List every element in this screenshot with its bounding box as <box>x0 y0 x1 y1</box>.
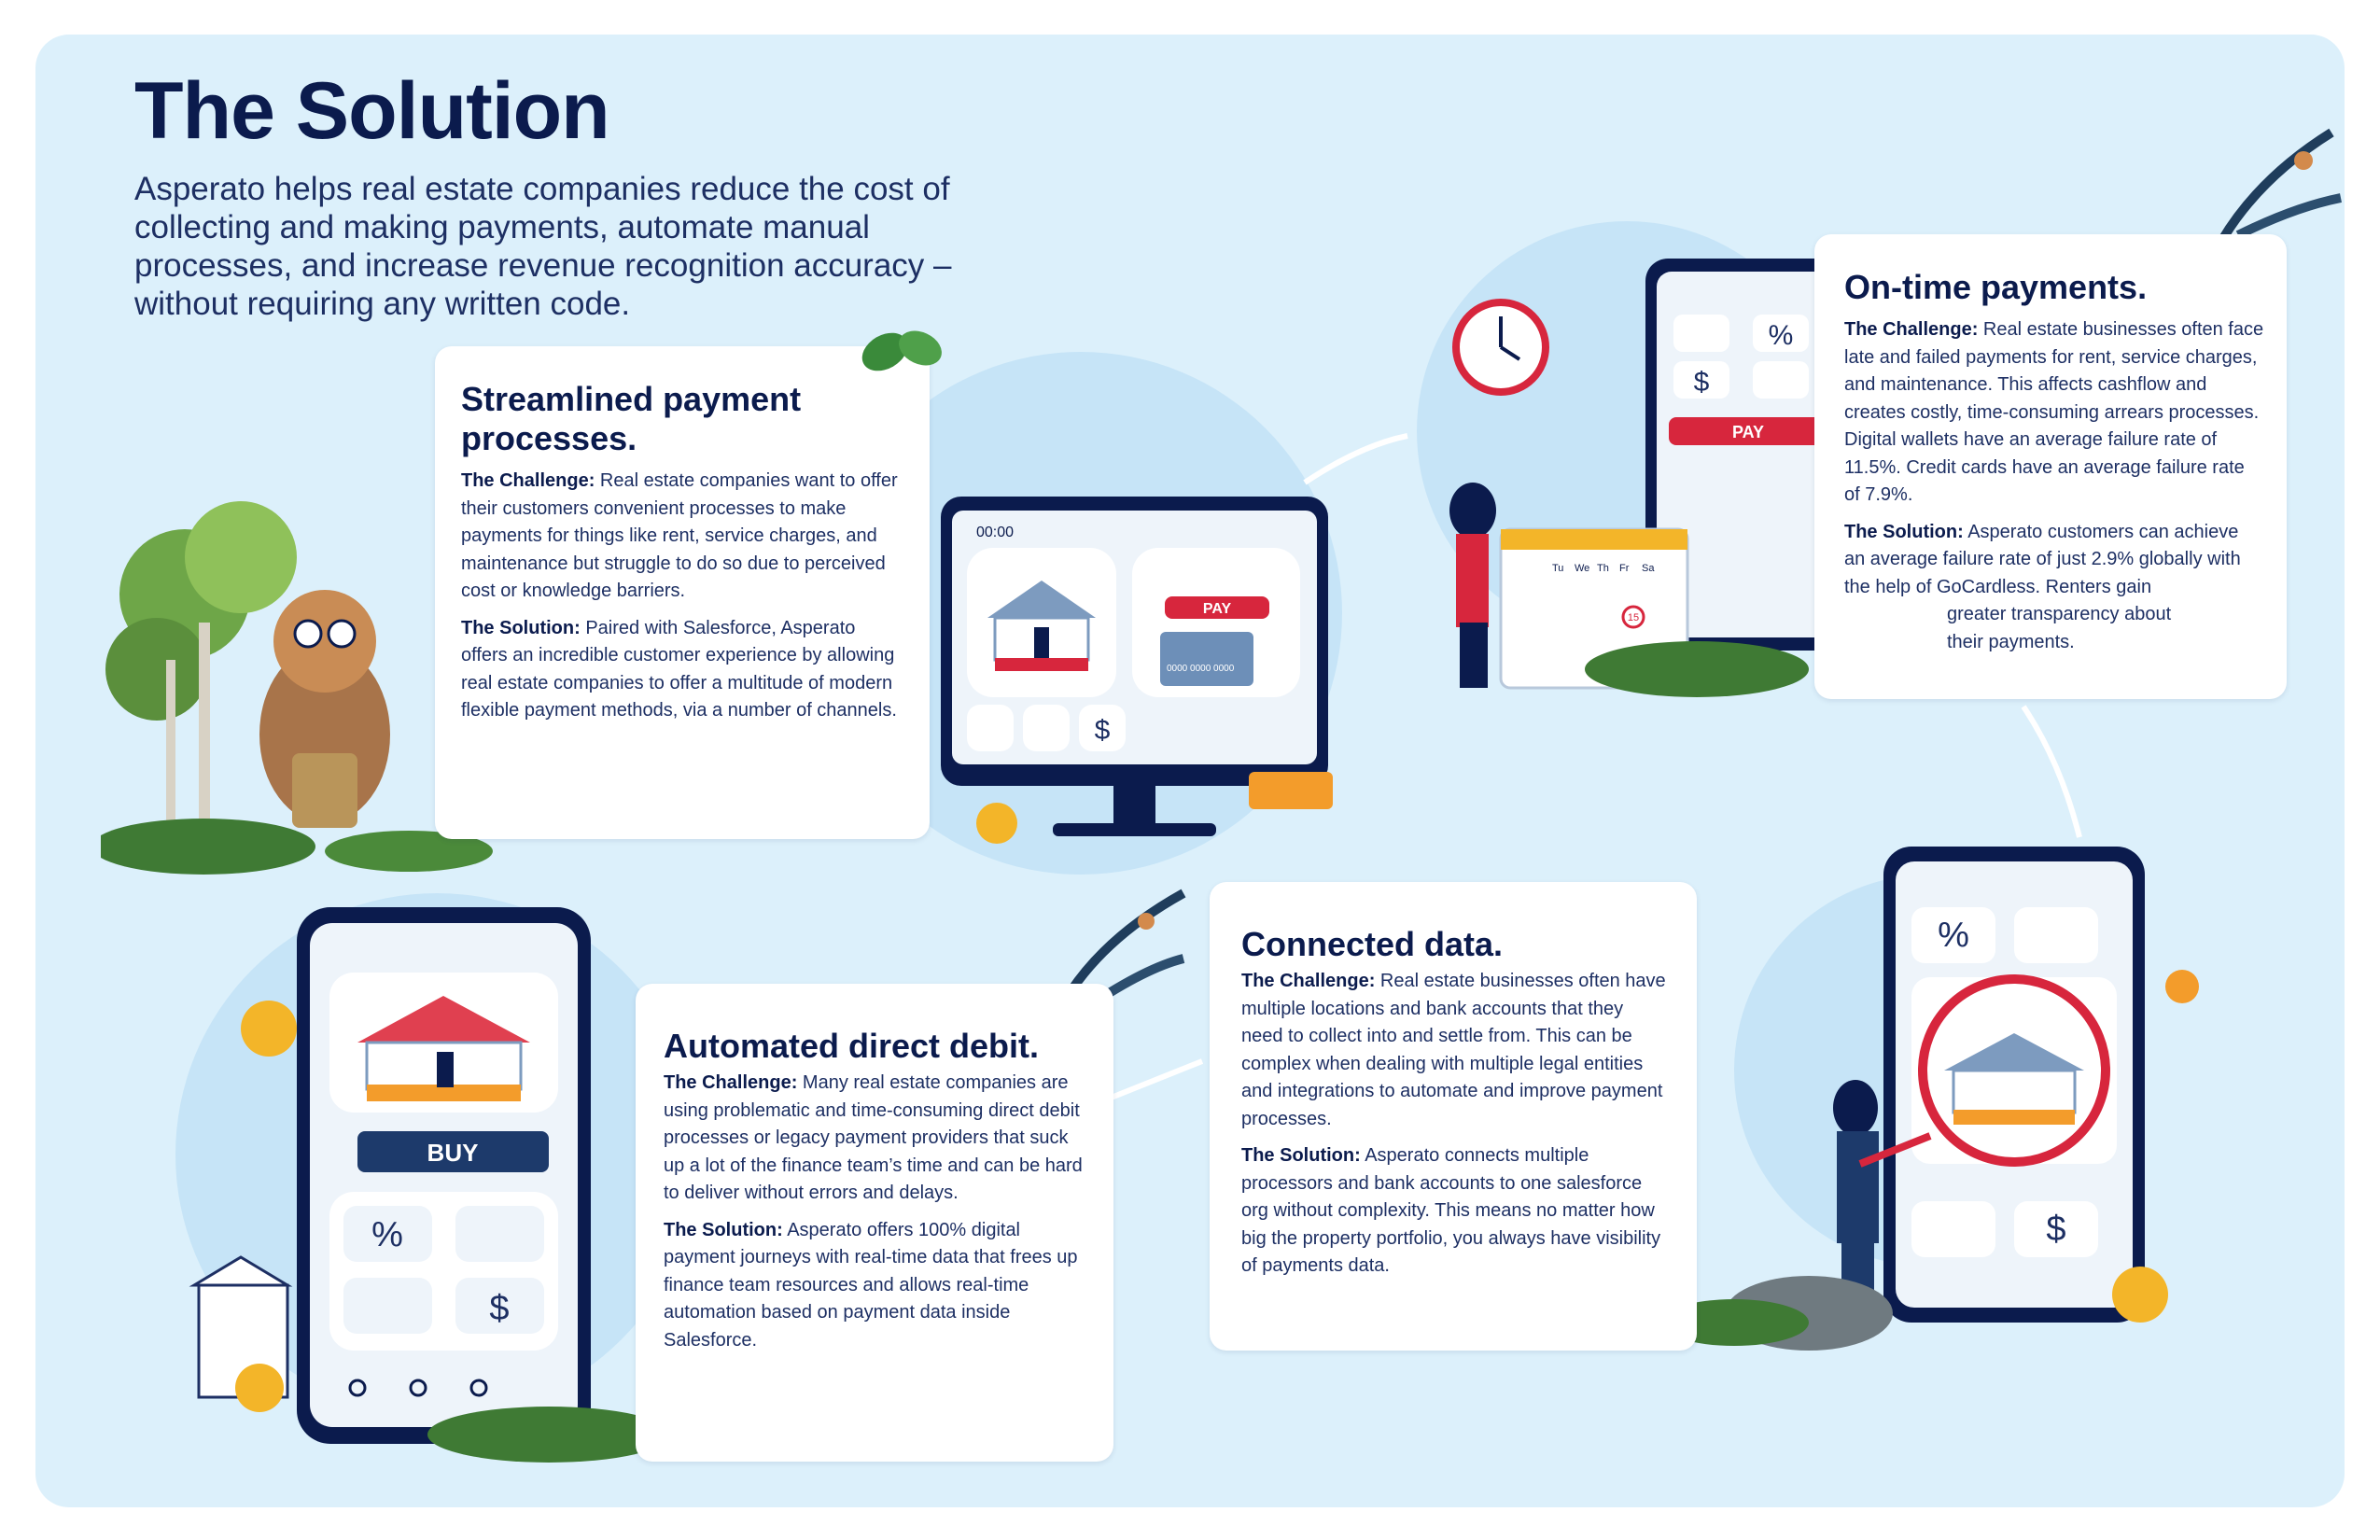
solution-text: Paired with Salesforce, Asperato offers an incredible customer experience by allowing real estate companies to offer a multitude of modern flexible payment methods, via a number of channels. <box>461 617 897 721</box>
challenge-label: The Challenge: <box>664 1072 798 1093</box>
monitor-pay-label: PAY <box>1202 601 1232 617</box>
svg-text:Sa: Sa <box>1642 563 1655 574</box>
solution-text: Asperato customers can achieve an average failure rate of just 2.9% globally with the help of GoCardless. Renters gain <box>1844 521 2241 597</box>
card-ontime-payments <box>1814 234 2287 699</box>
debit-illustration <box>119 893 642 1472</box>
connected-illustration <box>1622 837 2201 1360</box>
connected-dollar: $ <box>2046 1210 2066 1249</box>
challenge-label: The Challenge: <box>461 470 595 491</box>
solution-label: The Solution: <box>1844 521 1964 542</box>
infographic-board <box>35 35 2345 1507</box>
solution-text: Asperato connects multiple processors and bank accounts to one salesforce org without complexity. This means no matter how big the property portfolio, you always have visibility of payments data. <box>1241 1145 1661 1276</box>
ontime-dollar: $ <box>1693 367 1710 398</box>
challenge-text: Many real estate companies are using problematic and time-consuming direct debit processes or legacy payment providers that suck up a lot of the finance team’s time and can be hard to deliver without errors and delays. <box>664 1072 1083 1203</box>
debit-percent: % <box>371 1215 403 1254</box>
svg-text:We: We <box>1575 563 1590 574</box>
challenge-text: Real estate businesses often face late and failed payments for rent, service charges, and maintenance. This affects cashflow and creates costly, time-consuming arrears processes. Digital wallets have an average failure rate of 11.5%. Credit cards have an average failure rate of 7.9%. <box>1844 319 2264 505</box>
svg-text:Fr: Fr <box>1619 563 1630 574</box>
solution-label: The Solution: <box>461 617 581 638</box>
calendar-highlight-day: 15 <box>1627 612 1640 623</box>
card-heading-direct-debit: Automated direct debit. <box>664 1027 1040 1065</box>
card-heading-connected: Connected data. <box>1241 925 1504 963</box>
debit-dollar: $ <box>489 1289 510 1328</box>
challenge-text: Real estate companies want to offer their customers convenient processes to make payments for things like rent, service charges, and maintenance but struggle to do so due to perceived cost or knowledge barriers. <box>461 470 898 601</box>
phone-buy-label: BUY <box>427 1139 479 1167</box>
card-number: 0000 0000 0000 <box>1167 664 1235 674</box>
page-title: The Solution <box>134 66 609 156</box>
svg-text:Tu: Tu <box>1552 563 1564 574</box>
solution-label: The Solution: <box>1241 1145 1361 1166</box>
monitor-time: 00:00 <box>976 525 1015 540</box>
intro-paragraph: Asperato helps real estate companies reduce the cost of collecting and making payments, automate manual processes, and increase revenue recognition accuracy – without requiring any written code. <box>134 171 952 322</box>
monitor-dollar: $ <box>1094 715 1111 746</box>
solution-text: Asperato offers 100% digital payment journeys with real-time data that frees up finance team resources and allows real-time automation based on payment data inside Salesforce. <box>664 1219 1078 1351</box>
card-heading-streamlined: Streamlined payment processes. <box>461 380 802 457</box>
solution-text-continued: greater transparency about their payments. <box>1947 604 2172 652</box>
solution-label: The Solution: <box>664 1219 783 1240</box>
card-heading-ontime: On-time payments. <box>1844 268 2148 306</box>
leaf-decoration-1 <box>857 315 950 389</box>
card-automated-direct-debit <box>636 984 1113 1462</box>
challenge-label: The Challenge: <box>1844 319 1979 340</box>
challenge-text: Real estate businesses often have multiple locations and bank accounts that they need to collect into and settle from. This can be complex when dealing with multiple legal entities and integrations to automate and improve payment processes. <box>1241 971 1666 1129</box>
ontime-percent: % <box>1768 320 1794 351</box>
connected-percent: % <box>1938 916 1969 955</box>
svg-text:Th: Th <box>1597 563 1609 574</box>
challenge-label: The Challenge: <box>1241 971 1376 991</box>
phone-pay-label: PAY <box>1731 423 1765 441</box>
card-connected-data <box>1210 882 1697 1351</box>
card-streamlined-payments <box>435 346 930 839</box>
monitor-illustration <box>903 455 1389 847</box>
